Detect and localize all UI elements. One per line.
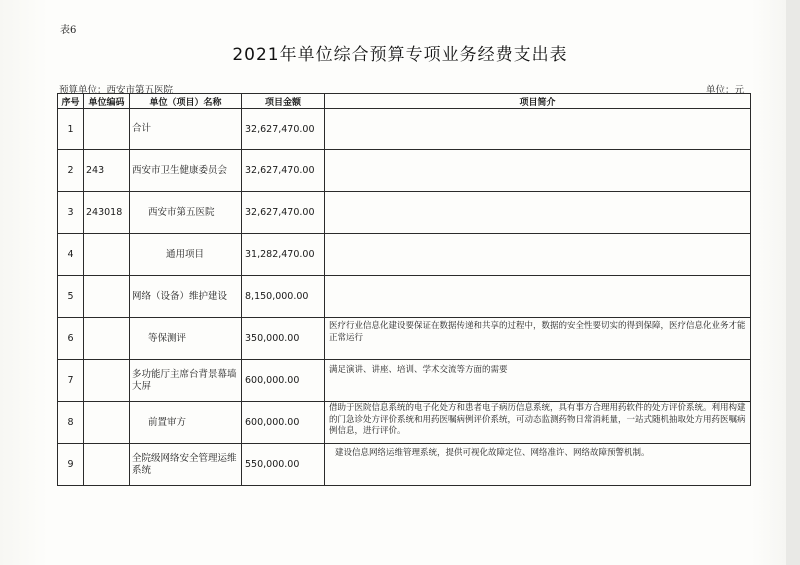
budget-unit-label: 预算单位：西安市第五医院 [59, 85, 174, 96]
table-row [58, 402, 751, 444]
row-amount: 32,627,470.00 [242, 150, 325, 192]
table-number: 表6 [60, 25, 77, 36]
col-header-code: 单位编码 [84, 94, 130, 109]
row-desc [325, 276, 751, 318]
row-code: 243 [84, 150, 130, 192]
table-row [58, 276, 751, 318]
row-amount: 31,282,470.00 [242, 234, 325, 276]
row-amount: 32,627,470.00 [242, 192, 325, 234]
budget-table [57, 93, 751, 486]
row-amount: 8,150,000.00 [242, 276, 325, 318]
row-name: 多功能厅主席台背景幕墙大屏 [130, 360, 242, 402]
row-code [84, 276, 130, 318]
row-no: 8 [58, 402, 84, 444]
table-row [58, 360, 751, 402]
table-row [58, 234, 751, 276]
row-no: 2 [58, 150, 84, 192]
col-header-name: 单位（项目）名称 [130, 94, 242, 109]
row-desc: 建设信息网络运维管理系统，提供可视化故障定位、网络准许、网络故障预警机制。 [325, 444, 751, 486]
row-code [84, 109, 130, 150]
row-desc: 借助于医院信息系统的电子化处方和患者电子病历信息系统，具有事方合理用药软件的处方评价系统。利用构建的门急诊处方评价系统和用药医嘱病例评价系统，可动态监测药物日常消耗量，一站式随机抽取处方用药医嘱病例信息，进行评价。 [325, 402, 751, 444]
row-desc: 医疗行业信息化建设要保证在数据传递和共享的过程中，数据的安全性要切实的得到保障，医疗信息化业务才能正常运行 [325, 318, 751, 360]
row-no: 6 [58, 318, 84, 360]
row-no: 4 [58, 234, 84, 276]
row-name: 通用项目 [130, 234, 242, 276]
page-title: 2021年单位综合预算专项业务经费支出表 [232, 45, 568, 65]
table-row [58, 444, 751, 486]
col-header-amount: 项目金额 [242, 94, 325, 109]
row-no: 5 [58, 276, 84, 318]
row-name: 合计 [130, 109, 242, 150]
row-amount: 600,000.00 [242, 360, 325, 402]
row-no: 3 [58, 192, 84, 234]
row-desc: 满足演讲、讲座、培训、学术交流等方面的需要 [325, 360, 751, 402]
row-name: 网络（设备）维护建设 [130, 276, 242, 318]
row-code: 243018 [84, 192, 130, 234]
row-amount: 600,000.00 [242, 402, 325, 444]
row-desc [325, 150, 751, 192]
col-header-desc: 项目简介 [325, 94, 751, 109]
row-name: 全院级网络安全管理运维系统 [130, 444, 242, 486]
row-desc [325, 109, 751, 150]
row-no: 7 [58, 360, 84, 402]
row-no: 1 [58, 109, 84, 150]
row-name: 西安市卫生健康委员会 [130, 150, 242, 192]
table-row [58, 318, 751, 360]
col-header-no: 序号 [58, 94, 84, 109]
currency-unit-label: 单位：元 [706, 85, 745, 96]
table-row [58, 150, 751, 192]
row-code [84, 360, 130, 402]
row-code [84, 318, 130, 360]
row-name: 西安市第五医院 [130, 192, 242, 234]
table-row [58, 192, 751, 234]
table-row [58, 109, 751, 150]
row-code [84, 444, 130, 486]
row-desc [325, 192, 751, 234]
row-amount: 32,627,470.00 [242, 109, 325, 150]
row-amount: 550,000.00 [242, 444, 325, 486]
row-name: 等保测评 [130, 318, 242, 360]
row-desc [325, 234, 751, 276]
table-header-row [58, 94, 751, 109]
row-code [84, 402, 130, 444]
row-no: 9 [58, 444, 84, 486]
row-amount: 350,000.00 [242, 318, 325, 360]
row-code [84, 234, 130, 276]
row-name: 前置审方 [130, 402, 242, 444]
page-edge [786, 0, 800, 565]
